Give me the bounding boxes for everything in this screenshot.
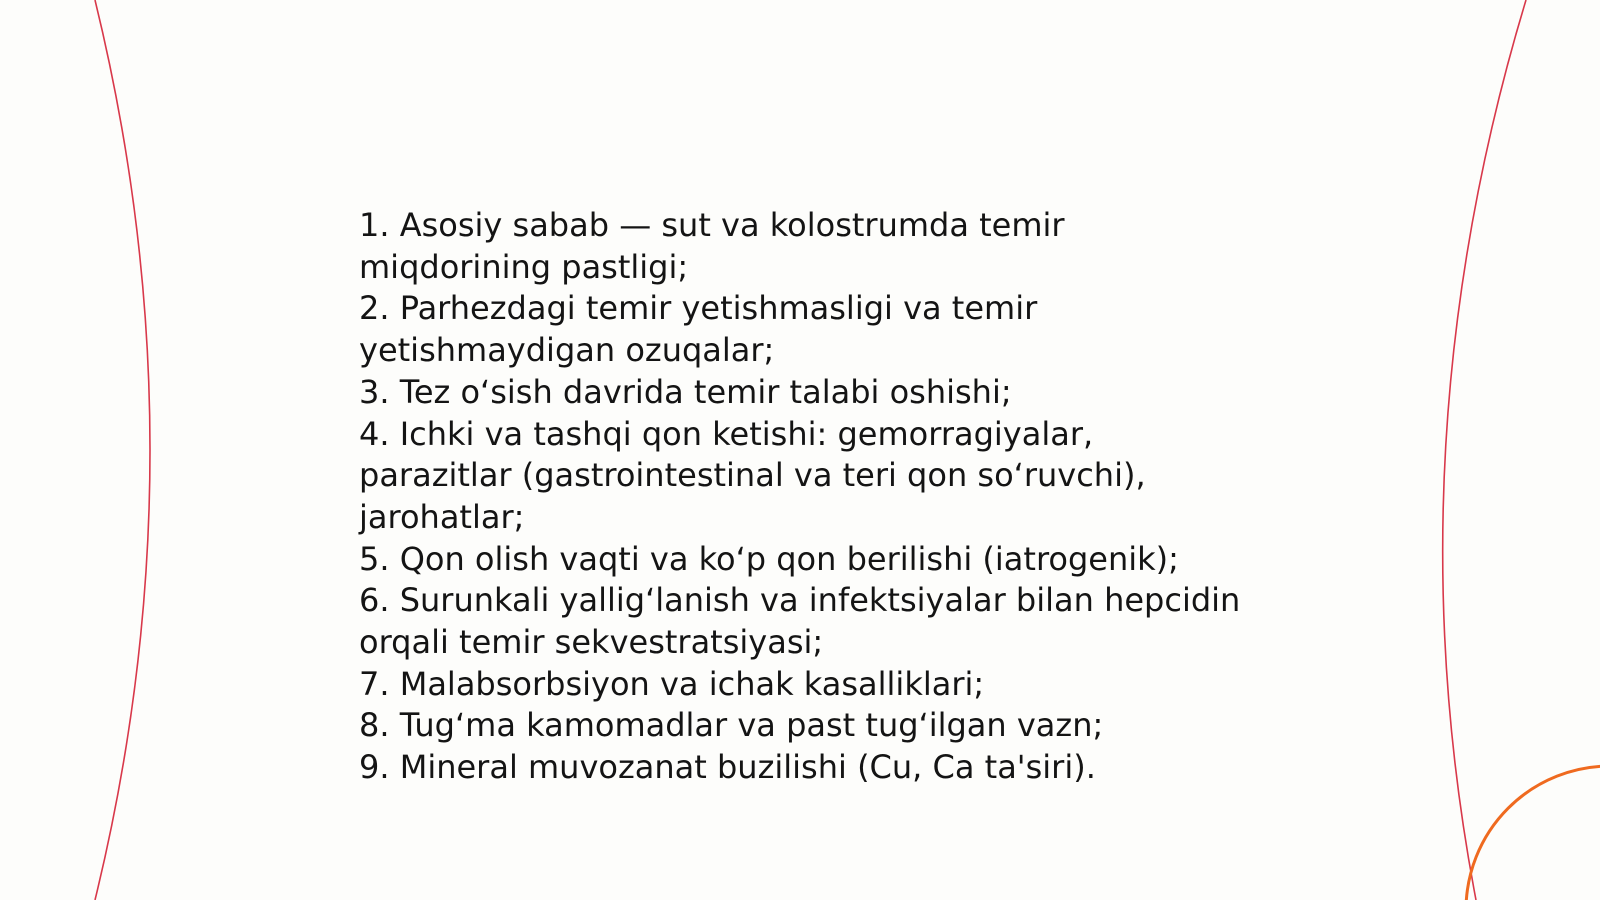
list-line: jarohatlar; xyxy=(359,497,525,536)
cause-list xyxy=(359,205,1259,789)
list-line: 5. Qon olish vaqti va ko‘p qon berilishi (iatrogenik); xyxy=(359,539,1179,578)
right-arc-line xyxy=(1443,0,1526,900)
list-line: 8. Tug‘ma kamomadlar va past tug‘ilgan vazn; xyxy=(359,706,1104,745)
list-line: 9. Mineral muvozanat buzilishi (Cu, Ca ta'siri). xyxy=(359,748,1096,787)
list-line: orqali temir sekvestratsiyasi; xyxy=(359,623,824,662)
list-line: 3. Tez o‘sish davrida temir talabi oshishi; xyxy=(359,372,1012,411)
list-line: miqdorining pastligi; xyxy=(359,247,689,286)
list-line: 6. Surunkali yallig‘lanish va infektsiyalar bilan hepcidin xyxy=(359,581,1241,620)
orange-circle-outline xyxy=(1466,766,1600,900)
list-line: parazitlar (gastrointestinal va teri qon so‘ruvchi), xyxy=(359,456,1146,495)
list-line: yetishmaydigan ozuqalar; xyxy=(359,331,775,370)
list-line: 4. Ichki va tashqi qon ketishi: gemorragiyalar, xyxy=(359,414,1094,453)
list-line: 1. Asosiy sabab — sut va kolostrumda temir xyxy=(359,206,1065,244)
list-line: 2. Parhezdagi temir yetishmasligi va temir xyxy=(359,289,1038,328)
left-arc-line xyxy=(95,0,150,900)
list-line: 7. Malabsorbsiyon va ichak kasalliklari; xyxy=(359,664,985,703)
